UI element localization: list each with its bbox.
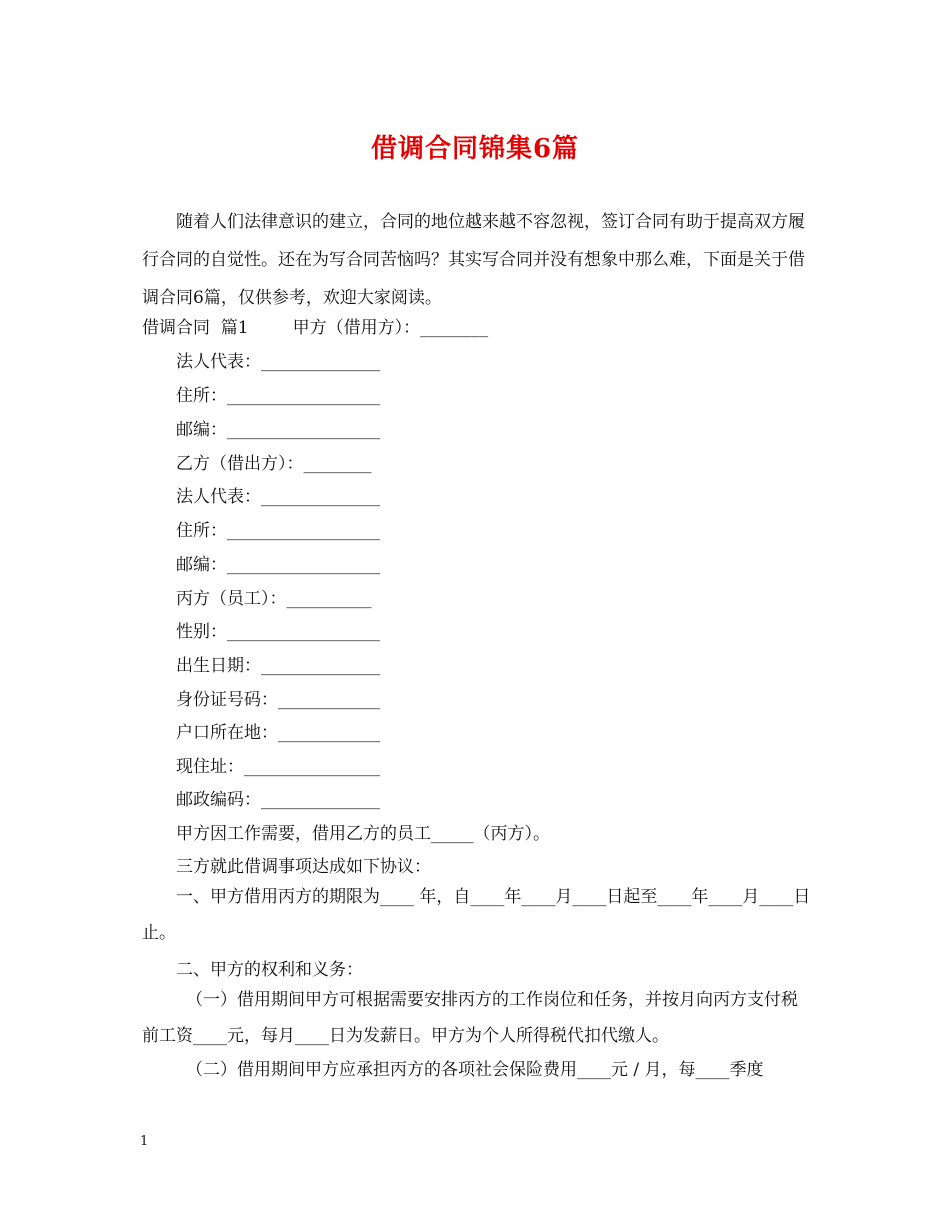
field-line: 住所：__________________ — [176, 521, 380, 541]
field-line: 户口所在地：____________ — [176, 723, 380, 743]
field-line: 身份证号码：____________ — [176, 690, 380, 710]
clause-1: 一、甲方借用丙方的期限为____ 年，自____年____月____日起至____年____月____日止。 — [142, 887, 811, 943]
intro-paragraph — [142, 203, 812, 317]
field-line: 邮政编码：______________ — [176, 790, 380, 810]
body-line: 三方就此借调事项达成如下协议： — [176, 857, 431, 877]
body-line: 甲方因工作需要，借用乙方的员工_____（丙方）。 — [176, 824, 550, 844]
party-a-field: 甲方（借用方）：________ — [292, 318, 489, 338]
field-line: 邮编：__________________ — [176, 420, 380, 440]
document-title: 借调合同锦集6篇 — [370, 134, 580, 164]
intro-text: 随着人们法律意识的建立，合同的地位越来越不容忽视，签订合同有助于提高双方履行合同的自觉性。还在为写合同苦恼吗？其实写合同并没有想象中那么难，下面是关于借调合同6篇，仅供参考，欢迎大家阅读。 — [142, 212, 805, 308]
field-line: 出生日期：______________ — [176, 656, 380, 676]
field-line: 住所：__________________ — [176, 386, 380, 406]
section-heading: 借调合同 篇1 — [142, 318, 249, 338]
clause-2-1: （一）借用期间甲方可根据需要安排丙方的工作岗位和任务，并按月向丙方支付税前工资____元，每月____日为发薪日。甲方为个人所得税代扣代缴人。 — [142, 990, 798, 1046]
field-line: 邮编：__________________ — [176, 555, 380, 575]
section-heading-line — [142, 316, 488, 340]
field-line: 法人代表：______________ — [176, 352, 380, 372]
clause-2-2: （二）借用期间甲方应承担丙方的各项社会保险费用____元 / 月，每____季度 — [186, 1060, 764, 1080]
page-number: 1 — [140, 1134, 149, 1149]
field-line: 丙方（员工）：__________ — [176, 589, 372, 609]
field-line: 法人代表：______________ — [176, 487, 380, 507]
clause-2-heading: 二、甲方的权利和义务： — [176, 960, 363, 980]
field-line: 性别：__________________ — [176, 622, 380, 642]
field-line: 乙方（借出方）：________ — [176, 454, 372, 474]
field-line: 现住址：________________ — [176, 757, 380, 777]
